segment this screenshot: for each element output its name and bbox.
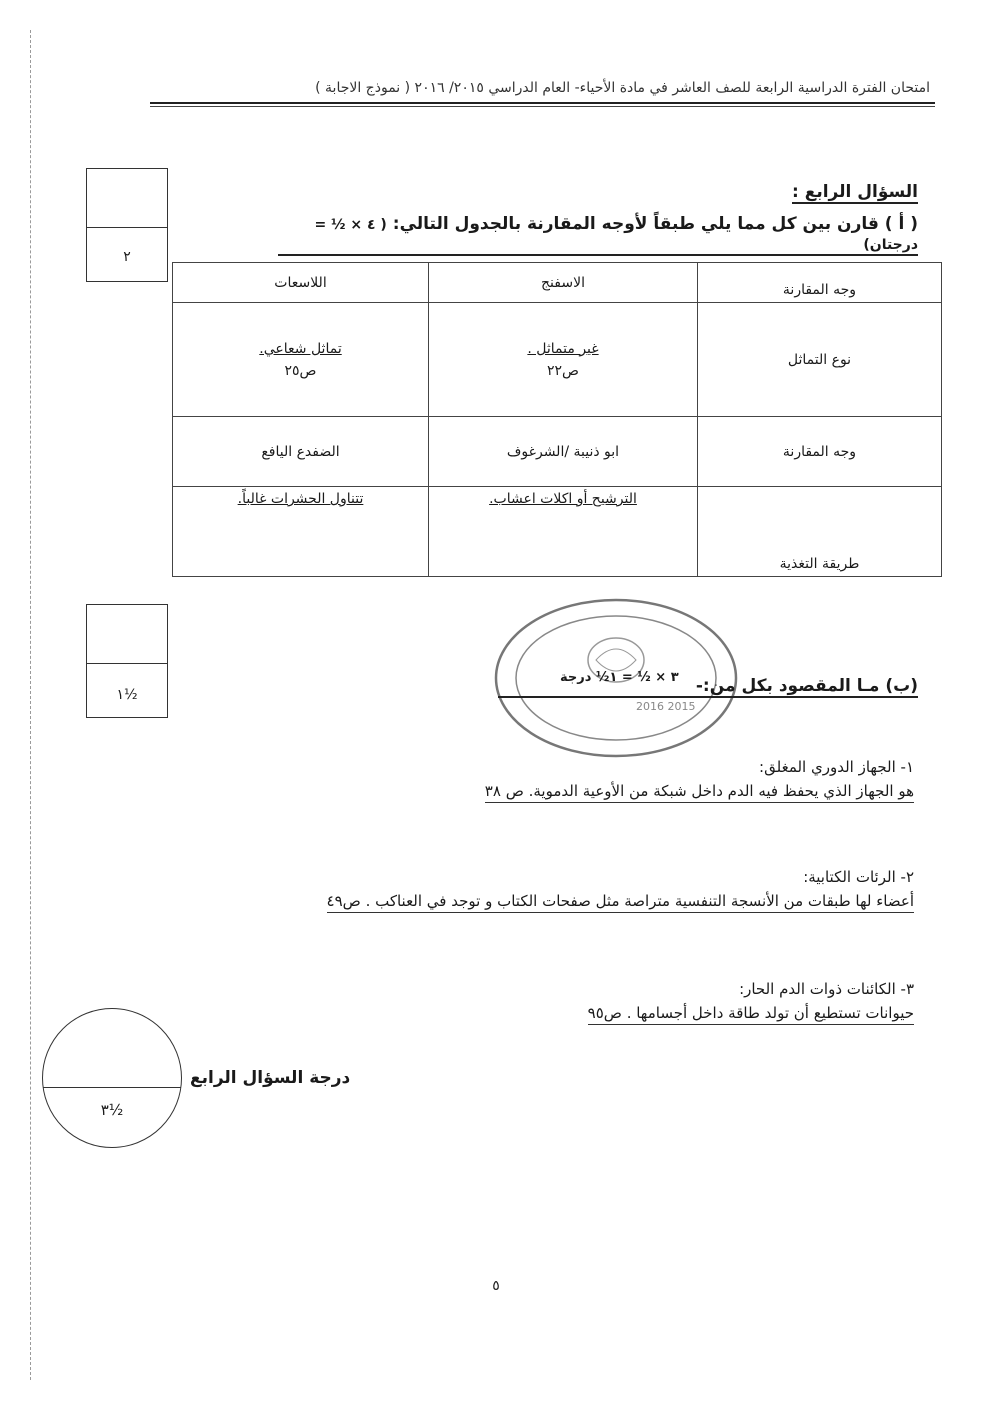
table-header-adult-frog: الضفدع اليافع: [173, 417, 429, 487]
definition-page-3: ص٩٥: [587, 1004, 622, 1022]
total-score-divider: [43, 1087, 181, 1088]
table-cell-frog-feeding: [173, 487, 429, 577]
page-number: ٥: [492, 1278, 500, 1294]
part-b-marks: ٣ × ½ = ١½ درجة: [560, 670, 679, 685]
total-score-label: درجة السؤال الرابع: [190, 1068, 351, 1088]
table-header-tadpole: ابو ذنيبة /الشرغوف: [429, 417, 698, 487]
table-cell-sponge-symmetry: [429, 303, 698, 417]
part-a-instruction-text: ( أ ) قارن بين كل مما يلي طبقاً لأوجه المقارنة بالجدول التالي:: [392, 214, 918, 234]
definition-body-1: هو الجهاز الذي يحفظ فيه الدم داخل شبكة من الأوعية الدموية.: [528, 782, 914, 800]
table-header-aspect: وجه المقارنة: [698, 263, 942, 303]
part-b-instruction-text: (ب) مـا المقصود بكل من:-: [695, 676, 918, 696]
tadpole-feeding-text: الترشيح أو اكلات اعشاب.: [489, 491, 637, 507]
stamp-year-text: 2016 2015: [636, 700, 696, 713]
sponge-symmetry-text: غير متماثل .: [527, 340, 599, 357]
definition-term-3: ٣- الكائنات ذوات الدم الحار:: [739, 980, 914, 998]
part-a-score-box: [86, 168, 168, 282]
part-b-score: ١½: [116, 687, 138, 703]
definition-item-1: [354, 758, 914, 803]
definition-text-2: [327, 892, 914, 913]
table-header-aspect-2: وجه المقارنة: [698, 417, 942, 487]
table-cell-tadpole-feeding: [429, 487, 698, 577]
cnidaria-symmetry-text: تماثل شعاعي.: [259, 340, 342, 357]
definition-item-3: [354, 980, 914, 1025]
frog-feeding-text: تتناول الحشرات غالباً.: [237, 491, 364, 507]
table-row-feeding-label: طريقة التغذية: [698, 487, 942, 577]
table-header-sponge: الاسفنج: [429, 263, 698, 303]
header-rule-thin: [150, 106, 935, 107]
table-row-symmetry-label: نوع التماثل: [698, 303, 942, 417]
exam-header-title: امتحان الفترة الدراسية الرابعة للصف العاشر في مادة الأحياء- العام الدراسي ٢٠١٥/ ٢٠١٦ ( نموذج الاجابة ): [315, 80, 930, 96]
cnidaria-symmetry-page: ص٢٥: [284, 362, 317, 379]
sponge-symmetry-page: ص٢٢: [547, 362, 579, 379]
definition-term-1: ١- الجهاز الدوري المغلق:: [759, 758, 914, 776]
part-a-marks: ( ٤ × ½ = درجتان): [314, 217, 918, 253]
definition-page-1: ص ٣٨: [484, 782, 524, 800]
definition-text-3: [588, 1004, 914, 1025]
question-title: السؤال الرابع :: [792, 182, 918, 202]
definition-text-1: [485, 782, 914, 803]
table-header-cnidaria: اللاسعات: [173, 263, 429, 303]
left-margin-line: [30, 30, 31, 1380]
part-a-score: ٢: [123, 249, 131, 265]
total-score-circle: [42, 1008, 182, 1148]
definition-item-2: [174, 868, 914, 913]
header-rule: [150, 102, 935, 104]
total-score: ٣½: [100, 1101, 124, 1119]
definition-body-3: حيوانات تستطيع أن تولد طاقة داخل أجسامها .: [626, 1004, 914, 1022]
definition-term-2: ٢- الرئات الكتابية:: [803, 868, 914, 886]
definition-page-2: ص٤٩: [326, 892, 361, 910]
definition-body-2: أعضاء لها طبقات من الأنسجة التنفسية متراصة مثل صفحات الكتاب و توجد في العناكب .: [365, 892, 914, 910]
part-a-instruction: [278, 214, 918, 256]
part-b-score-box: [86, 604, 168, 718]
table-cell-cnidaria-symmetry: [173, 303, 429, 417]
comparison-table: [172, 262, 942, 577]
